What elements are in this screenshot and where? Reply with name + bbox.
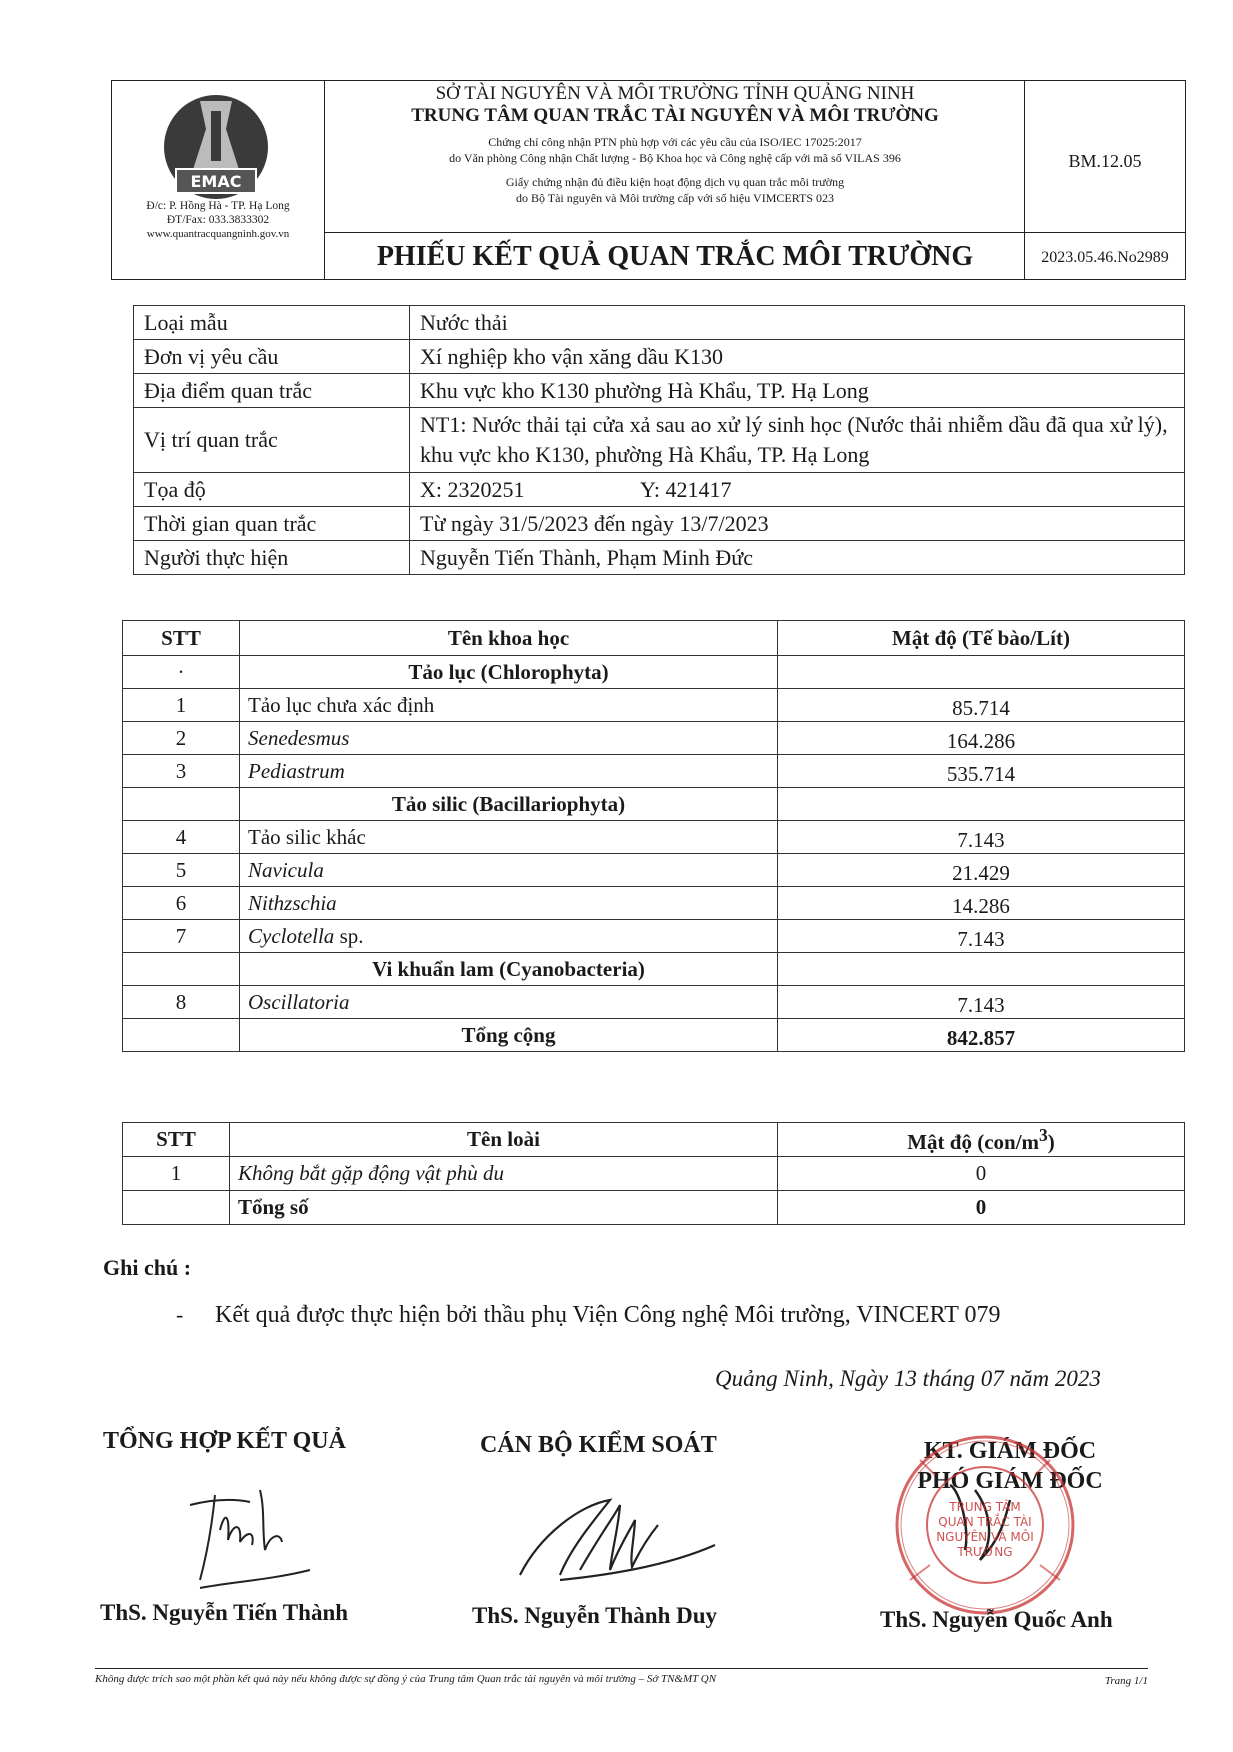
- emac-logo: [156, 89, 276, 209]
- row-stt: 3: [123, 755, 240, 788]
- document-header: [111, 80, 1186, 280]
- signature-title-3a: KT. GIÁM ĐỐC: [923, 1438, 1097, 1464]
- row-name: Không bắt gặp động vật phù du: [230, 1157, 778, 1191]
- sample-info-table: [133, 305, 1185, 575]
- group-dot: ·: [123, 656, 240, 689]
- group-row: [123, 788, 1185, 821]
- table-row: [123, 887, 1185, 920]
- row-density: 7.143: [778, 986, 1185, 1019]
- row-name: Tảo lục chưa xác định: [240, 689, 778, 722]
- center-name: TRUNG TÂM QUAN TRẮC TÀI NGUYÊN VÀ MÔI TRƯỜNG: [411, 105, 939, 126]
- row-density: 535.714: [778, 755, 1185, 788]
- document-title: PHIẾU KẾT QUẢ QUAN TRẮC MÔI TRƯỜNG: [376, 241, 974, 272]
- total-row: [123, 1191, 1185, 1225]
- col-stt-header: STT: [123, 621, 240, 656]
- row-name: Nithzschia: [240, 887, 778, 920]
- info-row: [134, 340, 1185, 374]
- page-footer: [95, 1668, 1148, 1685]
- row-density: 21.429: [778, 854, 1185, 887]
- info-row: [134, 374, 1185, 408]
- col-density-header: [778, 1123, 1185, 1157]
- row-density: 85.714: [778, 689, 1185, 722]
- row-density: 14.286: [778, 887, 1185, 920]
- stamp-text: TRUNG TÂM QUAN TRẮC TÀI NGUYÊN VÀ MÔI TRƯỜNG: [936, 1500, 1034, 1559]
- notes-item: Kết quả được thực hiện bởi thầu phụ Viện Công nghệ Môi trường, VINCERT 079: [215, 1302, 1001, 1328]
- table-header-row: [123, 1123, 1185, 1157]
- signer-name-3: ThS. Nguyễn Quốc Anh: [880, 1607, 1113, 1632]
- row-name: Tảo silic khác: [240, 821, 778, 854]
- info-value: Khu vực kho K130 phường Hà Khẩu, TP. Hạ Long: [410, 374, 1185, 408]
- page-number: Trang 1/1: [1104, 1675, 1148, 1687]
- department-name: SỞ TÀI NGUYÊN VÀ MÔI TRƯỜNG TỈNH QUẢNG NINH: [435, 83, 915, 104]
- row-stt: 6: [123, 887, 240, 920]
- table-row: [123, 821, 1185, 854]
- info-value: Nguyễn Tiến Thành, Phạm Minh Đức: [410, 541, 1185, 575]
- row-stt: 1: [123, 1157, 230, 1191]
- date-line: Quảng Ninh, Ngày 13 tháng 07 năm 2023: [715, 1366, 1101, 1391]
- col-density-header: Mật độ (Tế bào/Lít): [778, 621, 1185, 656]
- row-name-suffix: sp.: [334, 923, 364, 948]
- empty-cell: [778, 656, 1185, 689]
- row-density: 7.143: [778, 920, 1185, 953]
- info-label: Vị trí quan trắc: [134, 408, 410, 473]
- info-value: Xí nghiệp kho vận xăng dầu K130: [410, 340, 1185, 374]
- row-name: [240, 920, 778, 953]
- row-name-genus: Cyclotella: [248, 923, 335, 948]
- col-name-header: Tên loài: [230, 1123, 778, 1157]
- row-stt: 5: [123, 854, 240, 887]
- info-label: Địa điểm quan trắc: [134, 374, 410, 408]
- density-unit-sup: 3: [1039, 1124, 1048, 1145]
- info-label: Đơn vị yêu cầu: [134, 340, 410, 374]
- cert-line-1: Chứng chỉ công nhận PTN phù hợp với các yêu cầu của ISO/IEC 17025:2017: [488, 135, 862, 149]
- empty-cell: [778, 953, 1185, 986]
- row-stt: 8: [123, 986, 240, 1019]
- info-row: [134, 306, 1185, 340]
- table-row: [123, 854, 1185, 887]
- signature-title-1: TỔNG HỢP KẾT QUẢ: [103, 1428, 346, 1454]
- row-name: Oscillatoria: [240, 986, 778, 1019]
- form-code: BM.12.05: [1068, 151, 1142, 171]
- empty-cell: [123, 1019, 240, 1052]
- empty-cell: [123, 953, 240, 986]
- logo-text: EMAC: [190, 172, 242, 191]
- table-header-row: [123, 621, 1185, 656]
- info-row: [134, 473, 1185, 507]
- table-row: [123, 920, 1185, 953]
- website-link[interactable]: www.quantracquangninh.gov.vn: [146, 228, 290, 240]
- table-row: [123, 689, 1185, 722]
- row-stt: 1: [123, 689, 240, 722]
- header-code-cell: [1024, 81, 1185, 279]
- col-stt-header: STT: [123, 1123, 230, 1157]
- phytoplankton-table: [122, 620, 1185, 1052]
- table-row: [123, 1157, 1185, 1191]
- group-bacillariophyta: Tảo silic (Bacillariophyta): [240, 788, 778, 821]
- signer-name-2: ThS. Nguyễn Thành Duy: [472, 1603, 718, 1628]
- row-stt: 7: [123, 920, 240, 953]
- col-name-header: Tên khoa học: [240, 621, 778, 656]
- info-row: [134, 408, 1185, 473]
- coord-y: Y: 421417: [640, 476, 732, 502]
- notes-dash: -: [176, 1302, 184, 1327]
- group-row: [123, 953, 1185, 986]
- document-number: 2023.05.46.No2989: [1041, 249, 1169, 266]
- group-row: [123, 656, 1185, 689]
- footer-disclaimer: Không được trích sao một phần kết quả này nếu không được sự đồng ý của Trung tâm Quan trắc tài nguyên và môi trường – Sở TN&MT QN: [95, 1673, 717, 1685]
- total-value: 842.857: [778, 1019, 1185, 1052]
- group-cyanobacteria: Vi khuẩn lam (Cyanobacteria): [240, 953, 778, 986]
- header-divider: [324, 232, 1185, 233]
- signature-2: [500, 1475, 730, 1595]
- empty-cell: [123, 1191, 230, 1225]
- row-stt: 4: [123, 821, 240, 854]
- info-value: Từ ngày 31/5/2023 đến ngày 13/7/2023: [410, 507, 1185, 541]
- table-row: [123, 755, 1185, 788]
- info-row: [134, 541, 1185, 575]
- row-name: Navicula: [240, 854, 778, 887]
- row-stt: 2: [123, 722, 240, 755]
- total-label: Tổng cộng: [240, 1019, 778, 1052]
- info-value: Nước thải: [410, 306, 1185, 340]
- address-line-1: Đ/c: P. Hồng Hà - TP. Hạ Long: [146, 200, 290, 212]
- table-row: [123, 722, 1185, 755]
- info-label: Người thực hiện: [134, 541, 410, 575]
- total-value: 0: [778, 1191, 1185, 1225]
- total-row: [123, 1019, 1185, 1052]
- table-row: [123, 986, 1185, 1019]
- row-density: 0: [778, 1157, 1185, 1191]
- signature-1: [170, 1470, 330, 1600]
- signature-title-3b: PHÓ GIÁM ĐỐC: [917, 1468, 1103, 1494]
- group-chlorophyta: Tảo lục (Chlorophyta): [240, 656, 778, 689]
- row-density: 7.143: [778, 821, 1185, 854]
- density-unit: Mật độ (con/m: [907, 1129, 1040, 1154]
- cert-line-2: do Văn phòng Công nhận Chất lượng - Bộ Khoa học và Công nghệ cấp với mã số VILAS 396: [449, 151, 901, 165]
- info-label: Thời gian quan trắc: [134, 507, 410, 541]
- row-density: 164.286: [778, 722, 1185, 755]
- signer-name-1: ThS. Nguyễn Tiến Thành: [100, 1600, 349, 1625]
- signature-title-2: CÁN BỘ KIỂM SOÁT: [480, 1432, 717, 1458]
- coordinates-cell: [410, 473, 1185, 507]
- address-line-2: ĐT/Fax: 033.3833302: [166, 214, 270, 226]
- total-label: Tổng số: [230, 1191, 778, 1225]
- row-name: Senedesmus: [240, 722, 778, 755]
- cert-line-3: Giấy chứng nhận đủ điều kiện hoạt động dịch vụ quan trắc môi trường: [505, 175, 845, 189]
- info-label: Loại mẫu: [134, 306, 410, 340]
- empty-cell: [123, 788, 240, 821]
- zooplankton-table: [122, 1122, 1185, 1225]
- info-label: Tọa độ: [134, 473, 410, 507]
- empty-cell: [778, 788, 1185, 821]
- density-unit-end: ): [1047, 1129, 1055, 1154]
- cert-line-4: do Bộ Tài nguyên và Môi trường cấp với số hiệu VIMCERTS 023: [515, 191, 834, 205]
- coord-x: X: 2320251: [420, 476, 525, 502]
- info-value: NT1: Nước thải tại cửa xả sau ao xử lý sinh học (Nước thải nhiễm dầu đã qua xử lý), khu vực kho K130, phường Hà Khẩu, TP. Hạ Long: [410, 408, 1185, 473]
- info-row: [134, 507, 1185, 541]
- row-name: Pediastrum: [240, 755, 778, 788]
- notes-title: Ghi chú :: [103, 1255, 192, 1280]
- header-logo-cell: [112, 81, 325, 279]
